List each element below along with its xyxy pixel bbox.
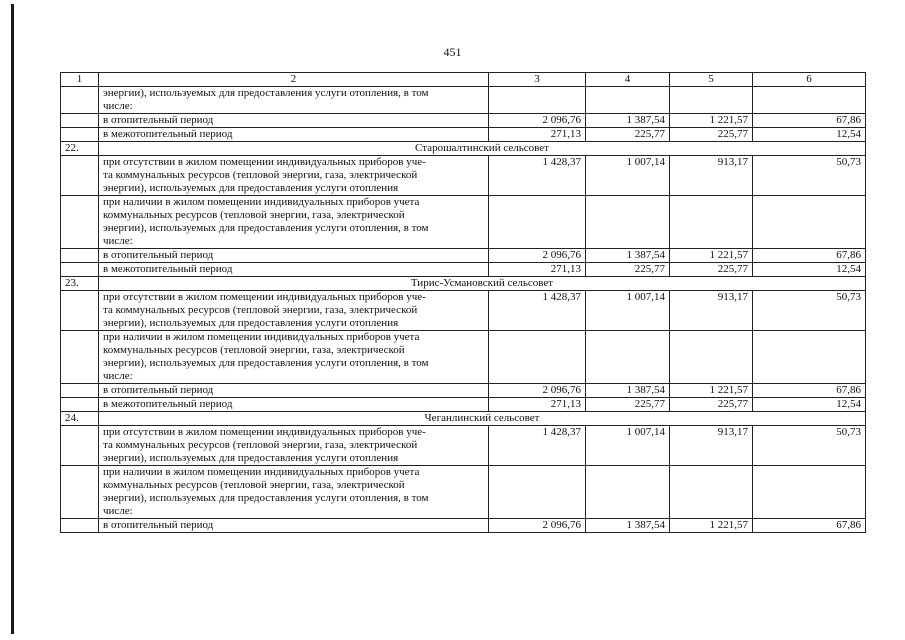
value-cell-col3: 1 428,37 xyxy=(489,156,586,196)
index-cell xyxy=(61,87,99,114)
value-cell-col3: 1 428,37 xyxy=(489,426,586,466)
header-cell-3: 3 xyxy=(489,73,586,87)
value-cell-col4: 225,77 xyxy=(586,128,670,142)
description-line: при наличии в жилом помещении индивидуальных приборов учета xyxy=(103,196,420,208)
header-cell-5: 5 xyxy=(670,73,753,87)
value-cell-col3 xyxy=(489,196,586,249)
value-cell-col4 xyxy=(586,466,670,519)
table-row xyxy=(61,519,866,533)
value-cell-col4: 1 007,14 xyxy=(586,426,670,466)
value-cell-col5: 1 221,57 xyxy=(670,249,753,263)
value-cell-col4: 1 007,14 xyxy=(586,291,670,331)
index-cell xyxy=(61,426,99,466)
table-row xyxy=(61,426,866,466)
section-title: Старошалтинский сельсовет xyxy=(99,142,866,156)
value-cell-col5 xyxy=(670,87,753,114)
value-cell-col4 xyxy=(586,87,670,114)
index-cell xyxy=(61,384,99,398)
table-row xyxy=(61,249,866,263)
value-cell-col4: 1 387,54 xyxy=(586,249,670,263)
value-cell-col5: 913,17 xyxy=(670,426,753,466)
section-title: Чеганлинский сельсовет xyxy=(99,412,866,426)
index-cell xyxy=(61,156,99,196)
description-line: при наличии в жилом помещении индивидуальных приборов учета xyxy=(103,466,420,478)
description-cell: в межотопительный период xyxy=(99,128,489,142)
value-cell-col6: 12,54 xyxy=(753,263,866,277)
description-cell xyxy=(99,156,489,196)
description-line: энергии), используемых для предоставления услуги отопления, в том xyxy=(103,87,429,99)
section-row xyxy=(61,412,866,426)
table-row xyxy=(61,196,866,249)
description-cell xyxy=(99,196,489,249)
value-cell-col3: 271,13 xyxy=(489,263,586,277)
value-cell-col4: 1 387,54 xyxy=(586,384,670,398)
value-cell-col6: 67,86 xyxy=(753,519,866,533)
value-cell-col6: 12,54 xyxy=(753,398,866,412)
value-cell-col4: 1 387,54 xyxy=(586,114,670,128)
header-cell-6: 6 xyxy=(753,73,866,87)
value-cell-col4: 225,77 xyxy=(586,398,670,412)
index-cell xyxy=(61,263,99,277)
description-line: та коммунальных ресурсов (тепловой энергии, газа, электрической xyxy=(103,439,418,451)
value-cell-col3 xyxy=(489,87,586,114)
table-row xyxy=(61,128,866,142)
description-line: коммунальных ресурсов (тепловой энергии, газа, электрической xyxy=(103,479,405,491)
header-cell-4: 4 xyxy=(586,73,670,87)
header-cell-2: 2 xyxy=(99,73,489,87)
description-line: при отсутствии в жилом помещении индивидуальных приборов уче- xyxy=(103,426,426,438)
index-cell xyxy=(61,128,99,142)
description-cell: в отопительный период xyxy=(99,384,489,398)
section-number: 23. xyxy=(61,277,99,291)
value-cell-col3 xyxy=(489,331,586,384)
index-cell xyxy=(61,291,99,331)
value-cell-col5: 1 221,57 xyxy=(670,114,753,128)
value-cell-col5 xyxy=(670,331,753,384)
description-line: энергии), используемых для предоставления услуги отопления xyxy=(103,317,399,329)
table-body xyxy=(61,87,866,533)
index-cell xyxy=(61,466,99,519)
description-line: числе: xyxy=(103,100,133,112)
description-line: при отсутствии в жилом помещении индивидуальных приборов уче- xyxy=(103,156,426,168)
index-cell xyxy=(61,398,99,412)
value-cell-col5: 1 221,57 xyxy=(670,384,753,398)
value-cell-col4: 1 007,14 xyxy=(586,156,670,196)
section-row xyxy=(61,277,866,291)
index-cell xyxy=(61,331,99,384)
section-number: 22. xyxy=(61,142,99,156)
value-cell-col3: 271,13 xyxy=(489,398,586,412)
value-cell-col6: 50,73 xyxy=(753,156,866,196)
description-line: та коммунальных ресурсов (тепловой энергии, газа, электрической xyxy=(103,304,418,316)
table-row xyxy=(61,263,866,277)
value-cell-col5: 225,77 xyxy=(670,263,753,277)
value-cell-col6: 50,73 xyxy=(753,426,866,466)
value-cell-col4: 225,77 xyxy=(586,263,670,277)
value-cell-col3 xyxy=(489,466,586,519)
description-line: при наличии в жилом помещении индивидуальных приборов учета xyxy=(103,331,420,343)
table-row xyxy=(61,331,866,384)
value-cell-col3: 2 096,76 xyxy=(489,519,586,533)
value-cell-col5: 225,77 xyxy=(670,398,753,412)
description-cell: в межотопительный период xyxy=(99,263,489,277)
description-line: энергии), используемых для предоставления услуги отопления, в том xyxy=(103,357,429,369)
value-cell-col6 xyxy=(753,87,866,114)
description-line: коммунальных ресурсов (тепловой энергии, газа, электрической xyxy=(103,209,405,221)
table-row xyxy=(61,156,866,196)
description-cell xyxy=(99,466,489,519)
value-cell-col3: 271,13 xyxy=(489,128,586,142)
section-title: Тирис-Усмановский сельсовет xyxy=(99,277,866,291)
value-cell-col5: 913,17 xyxy=(670,291,753,331)
table-row xyxy=(61,466,866,519)
value-cell-col5: 913,17 xyxy=(670,156,753,196)
value-cell-col6 xyxy=(753,331,866,384)
description-line: энергии), используемых для предоставления услуги отопления, в том xyxy=(103,492,429,504)
value-cell-col4 xyxy=(586,331,670,384)
value-cell-col5: 1 221,57 xyxy=(670,519,753,533)
description-cell: в отопительный период xyxy=(99,249,489,263)
section-row xyxy=(61,142,866,156)
table-row xyxy=(61,291,866,331)
value-cell-col6: 12,54 xyxy=(753,128,866,142)
table-row xyxy=(61,384,866,398)
value-cell-col5: 225,77 xyxy=(670,128,753,142)
description-line: энергии), используемых для предоставления услуги отопления xyxy=(103,452,399,464)
description-line: коммунальных ресурсов (тепловой энергии, газа, электрической xyxy=(103,344,405,356)
index-cell xyxy=(61,114,99,128)
value-cell-col6: 50,73 xyxy=(753,291,866,331)
description-cell xyxy=(99,87,489,114)
description-cell xyxy=(99,291,489,331)
index-cell xyxy=(61,196,99,249)
value-cell-col5 xyxy=(670,466,753,519)
value-cell-col4 xyxy=(586,196,670,249)
index-cell xyxy=(61,519,99,533)
value-cell-col3: 2 096,76 xyxy=(489,249,586,263)
value-cell-col3: 2 096,76 xyxy=(489,114,586,128)
description-cell: в межотопительный период xyxy=(99,398,489,412)
value-cell-col6 xyxy=(753,466,866,519)
value-cell-col4: 1 387,54 xyxy=(586,519,670,533)
description-line: числе: xyxy=(103,505,133,517)
value-cell-col5 xyxy=(670,196,753,249)
page-number: 451 xyxy=(443,45,462,59)
value-cell-col6 xyxy=(753,196,866,249)
description-cell: в отопительный период xyxy=(99,519,489,533)
description-line: при отсутствии в жилом помещении индивидуальных приборов уче- xyxy=(103,291,426,303)
description-cell xyxy=(99,426,489,466)
value-cell-col6: 67,86 xyxy=(753,249,866,263)
table-row xyxy=(61,398,866,412)
binding-margin-line xyxy=(11,4,14,634)
value-cell-col3: 1 428,37 xyxy=(489,291,586,331)
value-cell-col6: 67,86 xyxy=(753,384,866,398)
description-line: энергии), используемых для предоставления услуги отопления, в том xyxy=(103,222,429,234)
header-cell-1: 1 xyxy=(61,73,99,87)
section-number: 24. xyxy=(61,412,99,426)
header-row xyxy=(61,73,866,87)
description-cell: в отопительный период xyxy=(99,114,489,128)
description-line: числе: xyxy=(103,235,133,247)
description-line: та коммунальных ресурсов (тепловой энергии, газа, электрической xyxy=(103,169,418,181)
description-line: энергии), используемых для предоставления услуги отопления xyxy=(103,182,399,194)
value-cell-col3: 2 096,76 xyxy=(489,384,586,398)
description-line: числе: xyxy=(103,370,133,382)
table-row xyxy=(61,87,866,114)
description-cell xyxy=(99,331,489,384)
index-cell xyxy=(61,249,99,263)
value-cell-col6: 67,86 xyxy=(753,114,866,128)
tariff-table xyxy=(60,72,866,533)
table-row xyxy=(61,114,866,128)
